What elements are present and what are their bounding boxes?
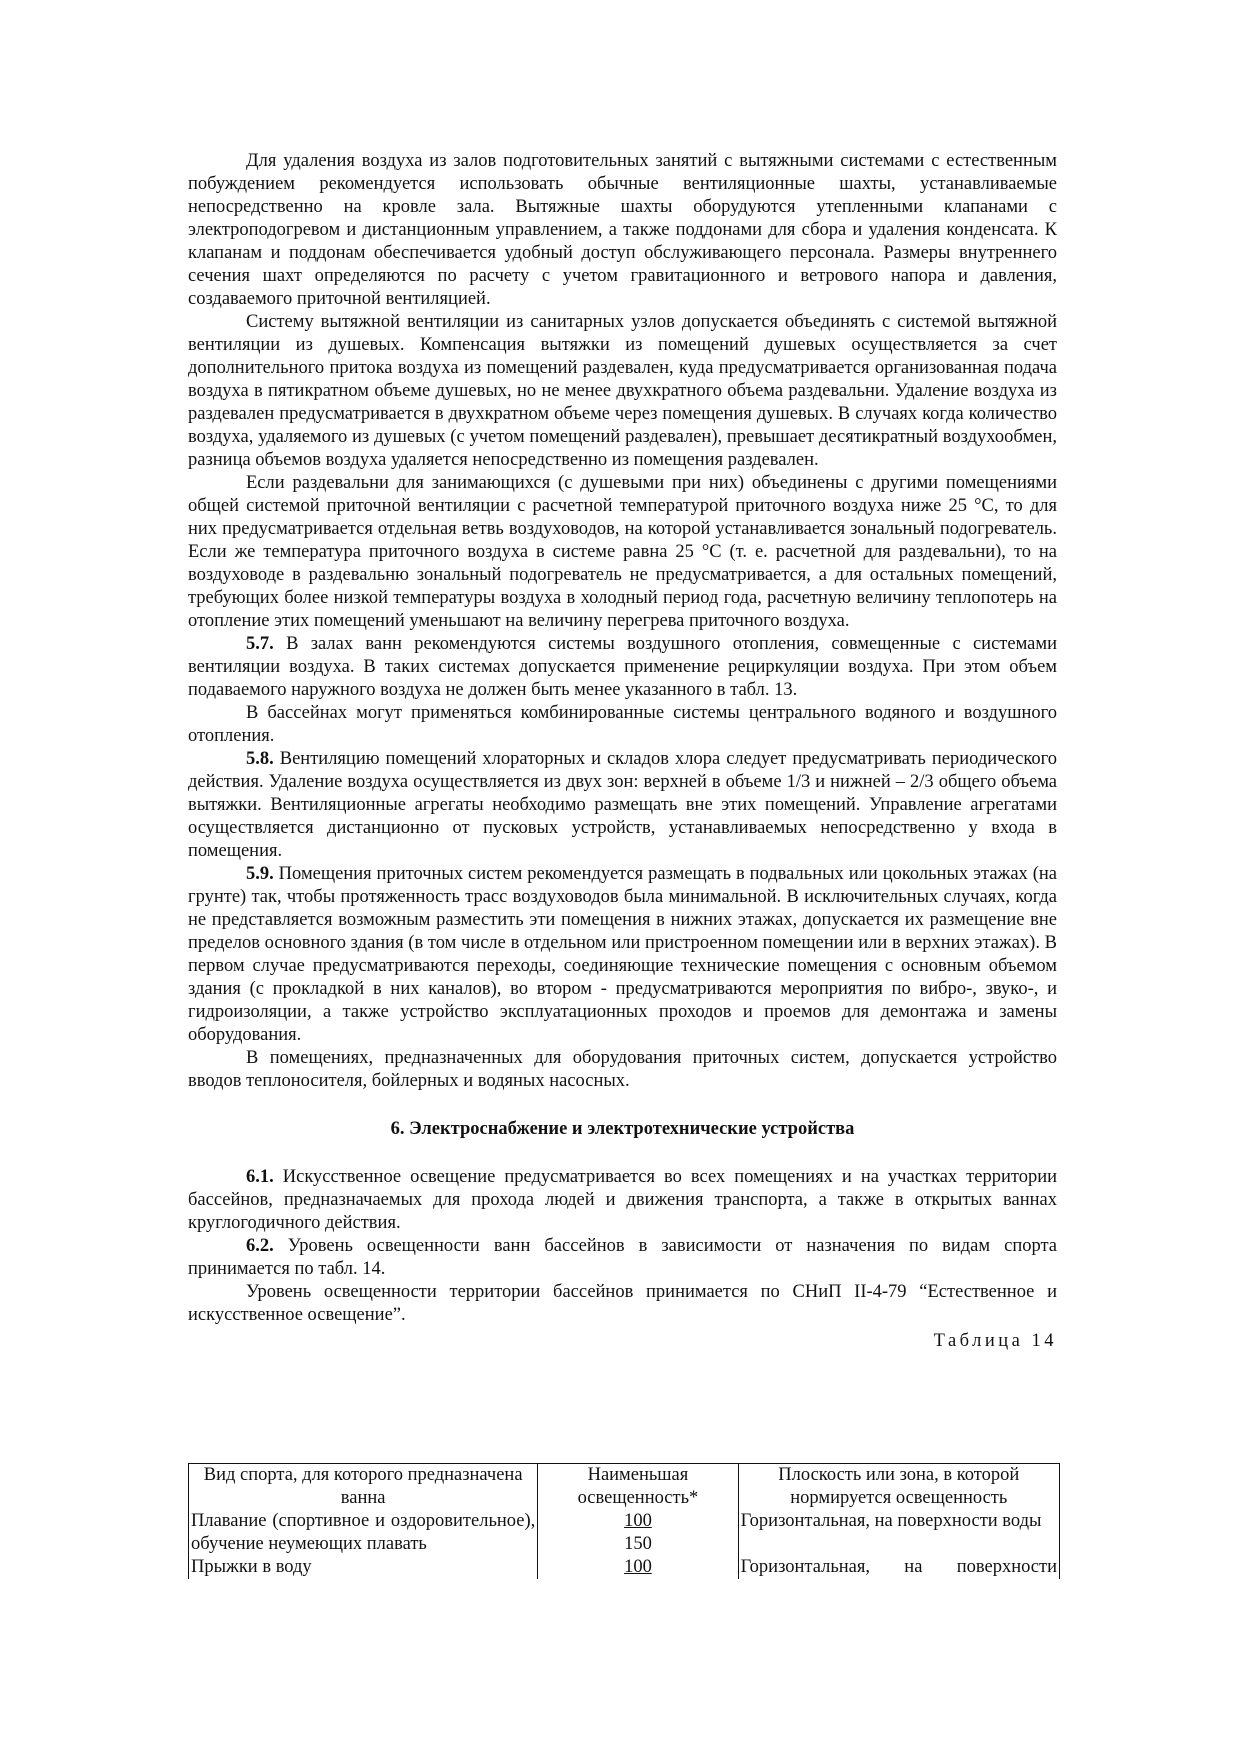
paragraph-6-1 [188,1166,1057,1235]
clause-number: 5.9. [246,864,274,884]
document-page [188,150,1057,1353]
section-5-continued [188,150,1057,1093]
paragraph-text: В бассейнах могут применяться комбинированные системы центрального водяного и воздушного отопления. [188,703,1057,746]
paragraph-6-2 [188,1235,1057,1281]
column-header-plane: Плоскость или зона, в которой нормируется освещенность [738,1464,1059,1511]
cell-text: Горизонтальная, на поверхности воды [740,1511,1042,1531]
cell-text: Прыжки в воду [191,1557,312,1577]
paragraph [188,1281,1057,1327]
paragraph-5-7 [188,633,1057,702]
paragraph-text: Для удаления воздуха из залов подготовительных занятий с вытяжными системами с естественным побуждением рекомендуется использовать обычные вентиляционные шахты, устанавливаемые непосредственно на кровле зала. Вытяжные шахты оборудуются утепленными клапанами с электроподогревом и дистанционным управлением, а также поддонами для сбора и удаления конденсата. К клапанам и поддонам обеспечивается удобный доступ обслуживающего персонала. Размеры внутреннего сечения шахт определяются по расчету с учетом гравитационного и ветрового напора и давления, создаваемого приточной вентиляцией. [188,151,1057,309]
paragraph-text: В залах ванн рекомендуются системы воздушного отопления, совмещенные с системами вентиляции воздуха. В таких системах допускается применение рециркуляции воздуха. При этом объем подаваемого наружного воздуха не должен быть менее указанного в табл. 13. [188,634,1057,700]
clause-number: 5.7. [246,634,274,654]
illuminance-alt-value: 150 [624,1534,652,1554]
paragraph-text: Помещения приточных систем рекомендуется размещать в подвальных или цокольных этажах (на грунте) так, чтобы протяженность трасс воздуховодов была минимальной. В исключительных случаях, когда не представляется возможным разместить эти помещения в нижних этажах, допускается их размещение вне пределов основного здания (в том числе в отдельном или пристроенном помещении или в верхних этажах). В первом случае предусматриваются переходы, соединяющие технические помещения с основным объемом здания (с прокладкой в них каналов), во втором - предусматриваются мероприятия по вибро-, звуко-, и гидроизоляции, а также устройство эксплуатационных проходов и проемов для демонтажа и замены оборудования. [188,864,1057,1045]
cell-illuminance [538,1510,738,1556]
cell-plane [738,1556,1059,1579]
cell-plane [738,1510,1059,1556]
paragraph-text: Если раздевальни для занимающихся (с душевыми при них) объединены с другими помещениями общей системой приточной вентиляции с расчетной температурой приточного воздуха ниже 25 °С, то для них предусматривается отдельная ветвь воздуховодов, на которой устанавливается зональный подогреватель. Если же температура приточного воздуха в системе равна 25 °С (т. е. расчетной для раздевальни), то на воздуховоде в раздевальню зональный подогреватель не предусматривается, а для остальных помещений, требующих более низкой температуры воздуха в холодный период года, расчетную величину теплопотерь на отопление этих помещений уменьшают на величину перегрева приточного воздуха. [188,473,1057,631]
paragraph [188,311,1057,472]
paragraph-text: Систему вытяжной вентиляции из санитарных узлов допускается объединять с системой вытяжной вентиляции из душевых. Компенсация вытяжки из помещений душевых осуществляется за счет дополнительного притока воздуха из помещений раздевален, куда предусматривается организованная подача воздуха в пятикратном объеме душевых, но не менее двухкратного объема раздевальни. Удаление воздуха из раздевален предусматривается в двухкратном объеме через помещения душевых. В случаях когда количество воздуха, удаляемого из душевых (с учетом помещений раздевален), превышает десятикратный воздухообмен, разница объемов воздуха удаляется непосредственно из помещения раздевален. [188,312,1057,470]
cell-text: Горизонтальная, на поверхности [740,1557,1057,1577]
paragraph-text: Уровень освещенности территории бассейнов принимается по СНиП II-4-79 “Естественное и искусственное освещение”. [188,1282,1057,1325]
section-6 [188,1166,1057,1327]
paragraph-text: Уровень освещенности ванн бассейнов в зависимости от назначения по видам спорта принимается по табл. 14. [188,1236,1057,1279]
paragraph-text: Искусственное освещение предусматривается во всех помещениях и на участках территории бассейнов, предназначаемых для прохода людей и движения транспорта, а также в открытых ваннах круглогодичного действия. [188,1167,1057,1233]
column-header-sport: Вид спорта, для которого предназначена ванна [189,1464,538,1511]
cell-sport [189,1510,538,1556]
paragraph-5-9 [188,863,1057,1047]
illumination-table [188,1463,1060,1579]
clause-number: 5.8. [246,749,274,769]
illuminance-value: 100 [624,1511,652,1531]
table-row [189,1556,1060,1579]
table-header-row [189,1464,1060,1511]
paragraph-text: В помещениях, предназначенных для оборудования приточных систем, допускается устройство вводов теплоносителя, бойлерных и водяных насосных. [188,1048,1057,1091]
column-header-illuminance: Наименьшая освещенность* [538,1464,738,1511]
section-heading: 6. Электроснабжение и электротехнические устройства [390,1119,855,1139]
cell-text: Плавание (спортивное и оздоровительное), обучение неумеющих плавать [191,1511,536,1554]
paragraph [188,702,1057,748]
illuminance-value: 100 [624,1557,652,1577]
paragraph [188,472,1057,633]
paragraph [188,1047,1057,1093]
paragraph-5-8 [188,748,1057,863]
table-row [189,1510,1060,1556]
paragraph [188,150,1057,311]
clause-number: 6.2. [246,1236,274,1256]
cell-sport [189,1556,538,1579]
cell-illuminance [538,1556,738,1579]
paragraph-text: Вентиляцию помещений хлораторных и складов хлора следует предусматривать периодического действия. Удаление воздуха осуществляется из двух зон: верхней в объеме 1/3 и нижней – 2/3 общего объема вытяжки. Вентиляционные агрегаты необходимо размещать вне этих помещений. Управление агрегатами осуществляется дистанционно от пусковых устройств, устанавливаемых непосредственно у входа в помещения. [188,749,1057,861]
table-caption: Таблица 14 [933,1331,1057,1351]
clause-number: 6.1. [246,1167,274,1187]
